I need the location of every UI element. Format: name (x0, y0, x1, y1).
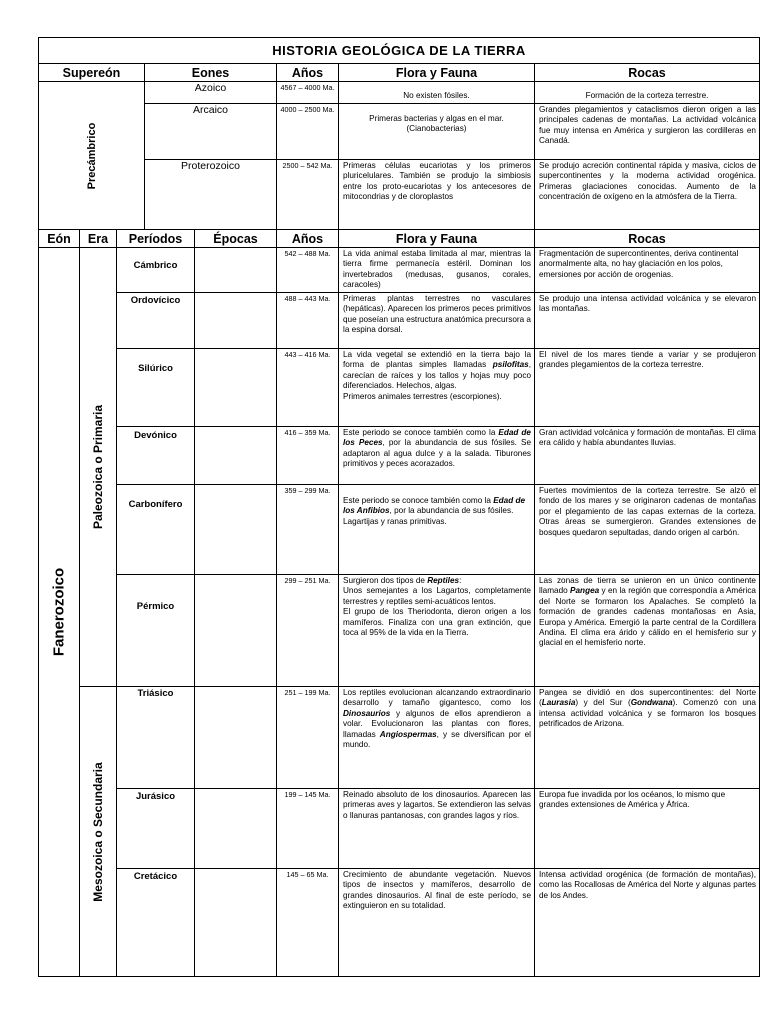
page-title: HISTORIA GEOLÓGICA DE LA TIERRA (39, 38, 760, 64)
epoch-cambrico (195, 248, 277, 293)
flora-carbonifero: Este periodo se conoce también como la Edad de los Anfibios, por la abundancia de sus fósiles. Lagartijas y ranas primitivas. (339, 485, 535, 575)
rocas-azoico: Formación de la corteza terrestre. (535, 82, 760, 104)
flora-azoico: No existen fósiles. (339, 82, 535, 104)
rocas-cretacico: Intensa actividad orogénica (de formación de montañas), como las Rocallosas de América del Norte y algunas partes de los Andes. (535, 869, 760, 977)
header-periodos: Períodos (117, 230, 195, 248)
epoch-cretacico (195, 869, 277, 977)
flora-cretacico: Crecimiento de abundante vegetación. Nuevos tipos de insectos y mamíferos, desarrollo de grandes dinosaurios. Al final de este período, se extinguieron en su totalidad. (339, 869, 535, 977)
supereon-precambrico-cell (39, 82, 145, 230)
anos-azoico: 4567 – 4000 Ma. (277, 82, 339, 104)
anos-proterozoico: 2500 – 542 Ma. (277, 160, 339, 230)
rocas-jurasico: Europa fue invadida por los océanos, lo mismo que grandes extensiones de América y África. (535, 789, 760, 869)
era-mesozoica-cell (80, 687, 117, 977)
era-mesozoica: Mesozoica o Secundaria (91, 761, 105, 902)
period-devonico: Devónico (117, 427, 195, 485)
epoch-triasico (195, 687, 277, 789)
header-epocas: Épocas (195, 230, 277, 248)
rocas-carbonifero: Fuertes movimientos de la corteza terrestre. Se alzó el fondo de los mares y se originaron cadenas de montañas por el plegamiento de las capas externas de la corteza. Otras áreas se sumergieron. Grandes extensiones de bosques quedaron sepultadas, dando origen al carbón. (535, 485, 760, 575)
period-permico: Pérmico (117, 575, 195, 687)
anos-carbonifero: 359 – 299 Ma. (277, 485, 339, 575)
eon-fanerozoico-cell (39, 248, 80, 977)
epoch-ordovicico (195, 293, 277, 349)
rocas-ordovicico: Se produjo una intensa actividad volcánica y se elevaron las montañas. (535, 293, 760, 349)
header-era: Era (80, 230, 117, 248)
rocas-silurico: El nivel de los mares tiende a variar y se produjeron grandes plegamientos de la corteza terrestre. (535, 349, 760, 427)
period-silurico: Silúrico (117, 349, 195, 427)
precambrian-table (38, 37, 760, 230)
anos-jurasico: 199 – 145 Ma. (277, 789, 339, 869)
flora-ordovicico: Primeras plantas terrestres no vasculares (hepáticas). Aparecen los primeros peces primitivos que poseían una estructura anatómica precursora a la espina dorsal. (339, 293, 535, 349)
flora-permico: Surgieron dos tipos de Reptiles: Unos semejantes a los Lagartos, completamente terrestres y reptiles semi-acuáticos lentos. El grupo de los Theriodonta, dieron origen a los mamíferos. Finaliza con una gran extinción, que toca al 95% de la vida en la Tierra. (339, 575, 535, 687)
anos-triasico: 251 – 199 Ma. (277, 687, 339, 789)
anos-arcaico: 4000 – 2500 Ma. (277, 104, 339, 160)
period-cretacico: Cretácico (117, 869, 195, 977)
epoch-devonico (195, 427, 277, 485)
phanerozoic-table (38, 229, 760, 977)
period-cambrico: Cámbrico (117, 248, 195, 293)
header-eones: Eones (145, 64, 277, 82)
epoch-jurasico (195, 789, 277, 869)
eon-arcaico: Arcaico (145, 104, 277, 160)
anos-cretacico: 145 – 65 Ma. (277, 869, 339, 977)
epoch-silurico (195, 349, 277, 427)
header-flora: Flora y Fauna (339, 64, 535, 82)
anos-cambrico: 542 – 488 Ma. (277, 248, 339, 293)
anos-devonico: 416 – 359 Ma. (277, 427, 339, 485)
header-anos-2: Años (277, 230, 339, 248)
header-anos: Años (277, 64, 339, 82)
header-flora-2: Flora y Fauna (339, 230, 535, 248)
header-rocas-2: Rocas (535, 230, 760, 248)
rocas-proterozoico: Se produjo acreción continental rápida y masiva, ciclos de supercontinentes y la moderna actividad orogénica. Primeras glaciaciones conocidas. Aumento de la concentración de oxígeno en la atmósfera de la Tierra. (535, 160, 760, 230)
anos-silurico: 443 – 416 Ma. (277, 349, 339, 427)
rocas-permico: Las zonas de tierra se unieron en un único continente llamado Pangea y en la región que correspondía a América del Norte se formaron los Apalaches. Se completó la formación de grandes cadenas montañosas en Asia, Europa y América. Emergió la parte central de la Cordillera Andina. El clima era árido y cálido en el hemisferio sur y glacial en el hemisferio norte. (535, 575, 760, 687)
flora-silurico: La vida vegetal se extendió en la tierra bajo la forma de plantas simples llamadas psilofitas, carecían de raíces y los tallos y hojas muy poco diferenciados. Helechos, algas. Primeros animales terrestres (escorpiones). (339, 349, 535, 427)
eon-proterozoico: Proterozoico (145, 160, 277, 230)
era-paleozoica: Paleozoica o Primaria (91, 404, 105, 530)
flora-proterozoico: Primeras células eucariotas y los primeros pluricelulares. También se produjo la simbiosis entre los proto-eucariotas y los antecesores de mitocondrias y de cloroplastos (339, 160, 535, 230)
flora-jurasico: Reinado absoluto de los dinosaurios. Aparecen las primeras aves y lagartos. Se extendieron las selvas o llanuras pantanosas, con grandes lagos y ríos. (339, 789, 535, 869)
flora-triasico: Los reptiles evolucionan alcanzando extraordinario desarrollo y tamaño gigantesco, como los Dinosaurios y algunos de ellos aprendieron a volar. Evolucionaron las plantas con flores, llamadas Angiospermas, y se diversifican por el mundo. (339, 687, 535, 789)
anos-permico: 299 – 251 Ma. (277, 575, 339, 687)
supereon-precambrico: Precámbrico (85, 122, 98, 189)
flora-cambrico: La vida animal estaba limitada al mar, mientras la tierra firme permanecía estéril. Dominan los invertebrados (medusas, gusanos, corales, caracoles) (339, 248, 535, 293)
eon-fanerozoico: Fanerozoico (50, 567, 68, 657)
period-jurasico: Jurásico (117, 789, 195, 869)
period-carbonifero: Carbonífero (117, 485, 195, 575)
period-triasico: Triásico (117, 687, 195, 789)
header-rocas: Rocas (535, 64, 760, 82)
epoch-permico (195, 575, 277, 687)
rocas-arcaico: Grandes plegamientos y cataclismos dieron origen a las principales cadenas de montañas. La actividad volcánica fue muy intensa en América y surgieron las cordilleras en Canadá. (535, 104, 760, 160)
eon-azoico: Azoico (145, 82, 277, 104)
rocas-triasico: Pangea se dividió en dos supercontinentes: del Norte (Laurasia) y del Sur (Gondwana). Comenzó con una intensa actividad volcánica y se formaron los bosques petrificados de Arizona. (535, 687, 760, 789)
anos-ordovicico: 488 – 443 Ma. (277, 293, 339, 349)
rocas-devonico: Gran actividad volcánica y formación de montañas. El clima era cálido y había abundantes lluvias. (535, 427, 760, 485)
flora-arcaico: Primeras bacterias y algas en el mar. (Cianobacterias) (339, 104, 535, 160)
flora-devonico: Este periodo se conoce también como la Edad de los Peces, por la abundancia de sus fósiles. Se adaptaron al agua dulce y a la salada. Tiburones primitivos y peces acorazados. (339, 427, 535, 485)
era-paleozoica-cell (80, 248, 117, 687)
rocas-cambrico: Fragmentación de supercontinentes, deriva continental anormalmente alta, no hay glaciación en los polos, emersiones por acción de orogenias. (535, 248, 760, 293)
header-eon: Eón (39, 230, 80, 248)
epoch-carbonifero (195, 485, 277, 575)
period-ordovicico: Ordovícico (117, 293, 195, 349)
header-supereon: Supereón (39, 64, 145, 82)
